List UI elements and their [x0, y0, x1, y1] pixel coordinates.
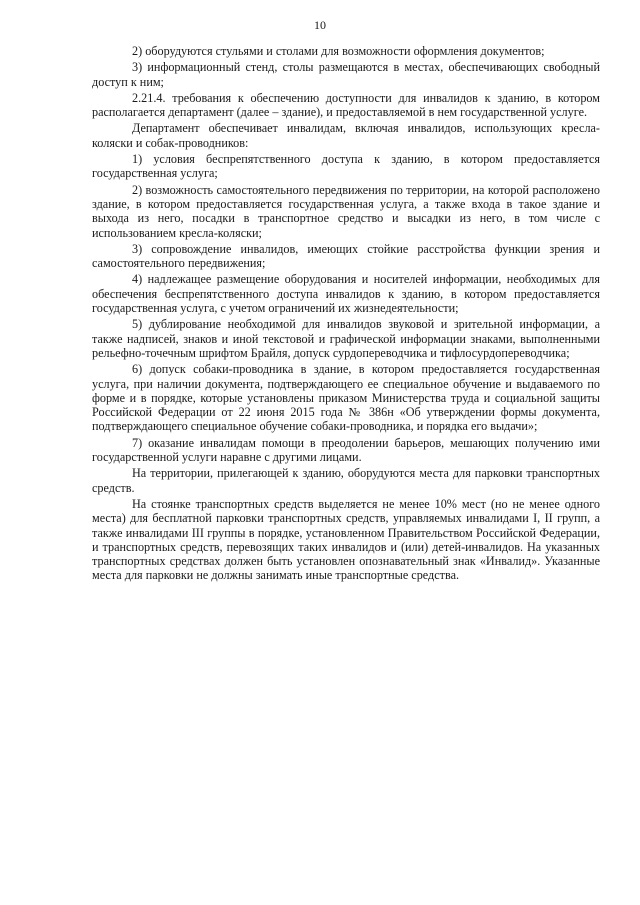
- paragraph-condition-3: 3) сопровождение инвалидов, имеющих стойкие расстройства функции зрения и самостоятельного передвижения;: [92, 241, 600, 271]
- paragraph-condition-2: 2) возможность самостоятельного передвижения по территории, на которой расположено здание, в котором предоставляется государственная услуга, а также входа в такое здание и выхода из него, посадки в транспортное средство и высадки из него, в том числе с использованием кресла-коляски;: [92, 182, 600, 240]
- paragraph-parking-area: На территории, прилегающей к зданию, оборудуются места для парковки транспортных средств.: [92, 466, 600, 495]
- paragraph-condition-4: 4) надлежащее размещение оборудования и носителей информации, необходимых для обеспечения беспрепятственного доступа инвалидов к зданию, в котором предоставляется государственная услуга, с учетом ограничений их жизнедеятельности;: [92, 272, 600, 316]
- paragraph-parking-quota: На стоянке транспортных средств выделяется не менее 10% мест (но не менее одного места) для бесплатной парковки транспортных средств, управляемых инвалидами I, II групп, а также инвалидами III группы в порядке, установленном Правительством Российской Федерации, и транспортных средств, перевозящих таких инвалидов и (или) детей-инвалидов. На указанных транспортных средствах должен быть установлен опознавательный знак «Инвалид». Указанные места для парковки не должны занимать иные транспортные средства.: [92, 496, 600, 583]
- paragraph-condition-7: 7) оказание инвалидам помощи в преодолении барьеров, мешающих получению ими государственной услуги наравне с другими лицами.: [92, 435, 600, 465]
- paragraph-department-provides: Департамент обеспечивает инвалидам, включая инвалидов, использующих кресла-коляски и собак-проводников:: [92, 121, 600, 150]
- page-number: 10: [314, 18, 326, 32]
- paragraph-condition-5: 5) дублирование необходимой для инвалидов звуковой и зрительной информации, а также надписей, знаков и иной текстовой и графической информации знаками, выполненными рельефно-точечным шрифтом Брайля, допуск сурдопереводчика и тифлосурдопереводчика;: [92, 317, 600, 360]
- paragraph-item-3: 3) информационный стенд, столы размещаются в местах, обеспечивающих свободный доступ к ним;: [92, 60, 600, 89]
- paragraph-accessibility-requirements: 2.21.4. требования к обеспечению доступности для инвалидов к зданию, в котором располагается департамент (далее – здание), и предоставляемой в нем государственной услуге.: [92, 90, 600, 120]
- paragraph-condition-6: 6) допуск собаки-проводника в здание, в котором предоставляется государственная услуга, при наличии документа, подтверждающего ее специальное обучение и выдаваемого по форме и в порядке, которые установлены приказом Министерства труда и социальной защиты Российской Федерации от 22 июня 2015 года № 386н «Об утверждении формы документа, подтверждающего специальное обучение собаки-проводника, и порядка его выдачи»;: [92, 362, 600, 434]
- document-body: [92, 44, 600, 585]
- paragraph-condition-1: 1) условия беспрепятственного доступа к зданию, в котором предоставляется государственная услуга;: [92, 152, 600, 181]
- paragraph-item-2: 2) оборудуются стульями и столами для возможности оформления документов;: [132, 44, 545, 58]
